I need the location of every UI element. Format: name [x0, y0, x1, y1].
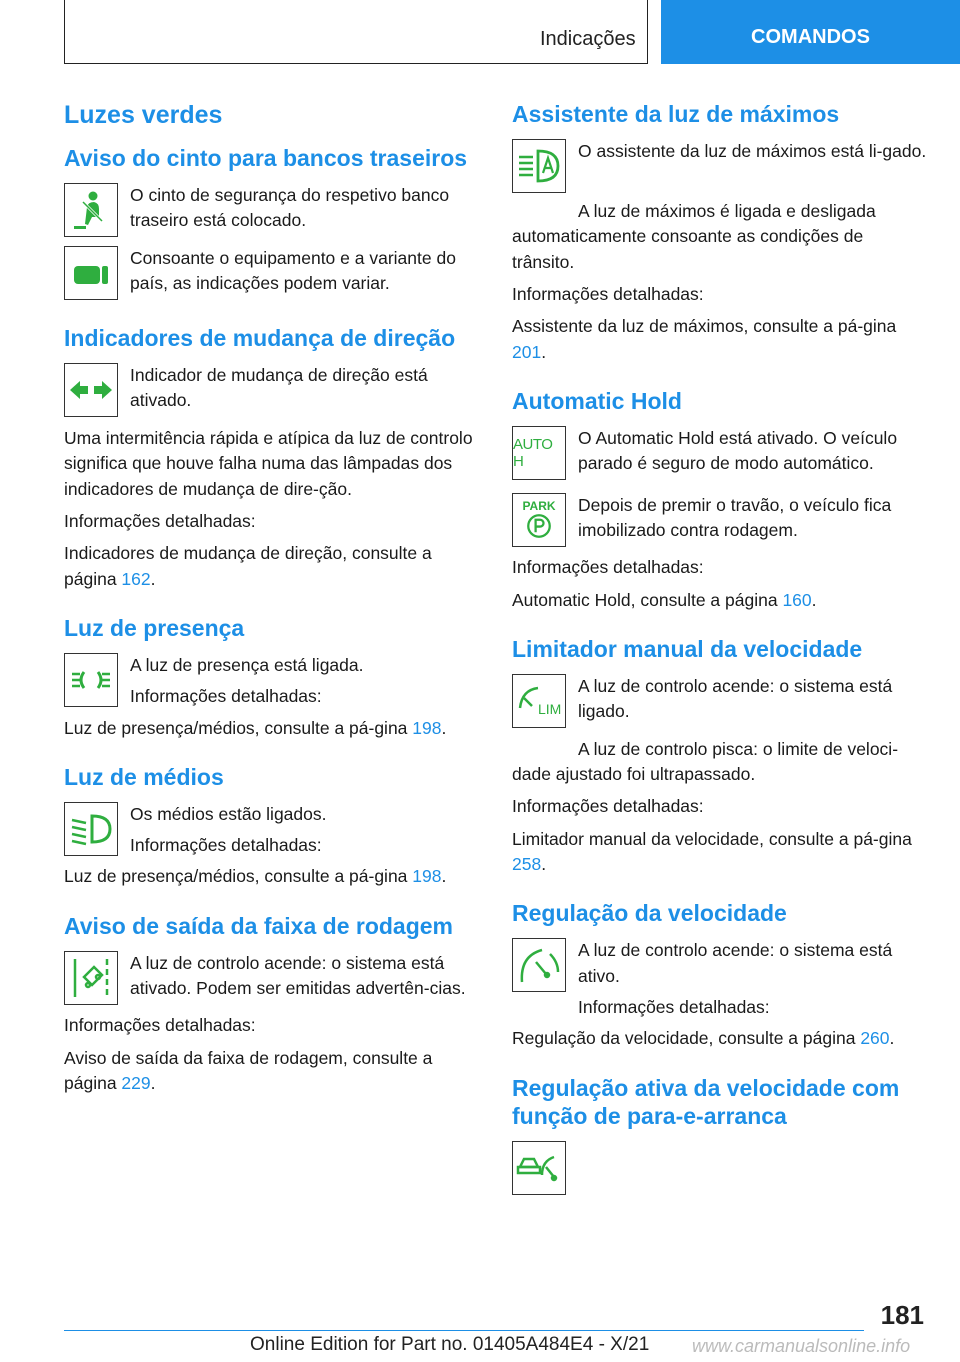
park-icon: [512, 493, 566, 547]
auto-hold-ref: Automatic Hold, consulte a página 160.: [512, 589, 817, 610]
auto-hold-row: [512, 426, 928, 483]
seatbelt-text-1: O cinto de segurança do respetivo banco traseiro está colocado.: [130, 184, 450, 231]
heading-active-cruise: Regulação ativa da velocidade com função de para-e-arranca: [512, 1074, 900, 1130]
cruise-control-ref-text: Regulação da velocidade, consulte a página: [512, 1028, 861, 1049]
auto-hold-ref-text: Automatic Hold, consulte a página: [512, 589, 783, 610]
lane-departure-text: A luz de controlo acende: o sistema está ativado. Podem ser emitidas advertên-cias.: [130, 952, 466, 998]
high-beam-ref: Assistente da luz de máximos, consulte a pá-gina 201.: [512, 316, 897, 362]
left-column: [64, 100, 480, 1103]
auto-hold-info: Informações detalhadas:: [512, 557, 704, 578]
turn-signal-row: [64, 363, 480, 420]
speed-limiter-icon: [512, 674, 566, 728]
seatbelt-row-1: [64, 183, 480, 240]
high-beam-row: [512, 139, 928, 193]
turn-signal-icon: [64, 363, 118, 417]
page-number: 181: [880, 1300, 924, 1330]
low-beam-icon: [64, 802, 118, 856]
speed-limiter-text-1: A luz de controlo acende: o sistema está ligado.: [578, 675, 893, 722]
cruise-control-row: [512, 938, 928, 1026]
park-row: [512, 493, 928, 550]
auto-hold-icon: [512, 426, 566, 480]
section-title: Indicações: [540, 28, 636, 50]
auto-hold-text-1: O Automatic Hold está ativado. O veículo parado é seguro de modo automático.: [578, 427, 898, 474]
auto-hold-page-link[interactable]: 160: [782, 589, 812, 610]
heading-speed-limiter: Limitador manual da velocidade: [512, 636, 863, 662]
parking-light-ref: Luz de presença/médios, consulte a pá-gina 198.: [64, 717, 447, 738]
speed-limiter-ref: Limitador manual da velocidade, consulte a pá-gina 258.: [512, 828, 912, 874]
lane-departure-icon: [64, 951, 118, 1005]
high-beam-assistant-icon: [512, 139, 566, 193]
heading-automatic-hold: Automatic Hold: [512, 388, 682, 414]
low-beam-ref-text: Luz de presença/médios, consulte a pá-gina: [64, 866, 413, 887]
parking-light-page-link[interactable]: 198: [412, 717, 442, 738]
cruise-control-text: A luz de controlo acende: o sistema está ativo.: [578, 940, 893, 986]
heading-parking-light: Luz de presença: [64, 615, 245, 641]
park-icon-label: PARK: [522, 499, 556, 513]
high-beam-page-link[interactable]: 201: [512, 341, 542, 362]
high-beam-info: Informações detalhadas:: [512, 283, 704, 304]
low-beam-text: Os médios estão ligados.: [130, 803, 327, 824]
right-column: [512, 100, 928, 1201]
parking-light-ref-text: Luz de presença/médios, consulte a pá-gina: [64, 717, 413, 738]
low-beam-info: Informações detalhadas:: [130, 835, 322, 855]
seatbelt-text-2: Consoante o equipamento e a variante do país, as indicações podem variar.: [130, 247, 456, 293]
lane-departure-ref: Aviso de saída da faixa de rodagem, consulte a página 229.: [64, 1047, 433, 1093]
high-beam-text-1: O assistente da luz de máximos está li-gado.: [578, 140, 927, 161]
seatbelt-row-2: [64, 246, 480, 303]
parking-light-row: [64, 653, 480, 716]
low-beam-page-link[interactable]: 198: [412, 866, 442, 887]
cruise-control-ref: Regulação da velocidade, consulte a página 260.: [512, 1028, 895, 1049]
low-beam-row: [64, 802, 480, 865]
cruise-control-page-link[interactable]: 260: [860, 1028, 890, 1049]
parking-light-icon: [64, 653, 118, 707]
heading-turn-signal: Indicadores de mudança de direção: [64, 325, 456, 352]
footer-edition: Online Edition for Part no. 01405A484E4 - X/21: [250, 1334, 650, 1355]
turn-signal-text-2: Uma intermitência rápida e atípica da luz de controlo significa que houve falha numa das lâmpadas dos indicadores de mudança de dire-ção.: [64, 427, 473, 499]
speed-limiter-row: [512, 674, 928, 731]
turn-signal-info: Informações detalhadas:: [64, 510, 256, 531]
heading-cruise-control: Regulação da velocidade: [512, 900, 787, 927]
lane-departure-ref-text: Aviso de saída da faixa de rodagem, consulte a página: [64, 1047, 433, 1093]
tab-comandos[interactable]: COMANDOS: [661, 0, 960, 64]
low-beam-ref: Luz de presença/médios, consulte a pá-gina 198.: [64, 866, 447, 887]
turn-signal-ref-text: Indicadores de mudança de direção, consulte a página: [64, 543, 432, 589]
auto-hold-icon-label: AUTO H: [513, 435, 553, 470]
lane-departure-page-link[interactable]: 229: [121, 1073, 151, 1093]
parking-light-text: A luz de presença está ligada.: [130, 654, 364, 675]
lane-departure-row: [64, 951, 480, 1008]
speed-limiter-text-2: A luz de controlo pisca: o limite de veloci-dade ajustado foi ultrapassado.: [512, 738, 899, 784]
active-cruise-icon: [512, 1141, 566, 1195]
cruise-control-icon: [512, 938, 566, 992]
turn-signal-ref: Indicadores de mudança de direção, consulte a página 162.: [64, 543, 432, 589]
parking-light-info: Informações detalhadas:: [130, 686, 322, 707]
heading-high-beam-assistant: Assistente da luz de máximos: [512, 101, 840, 127]
high-beam-text-2: A luz de máximos é ligada e desligada automaticamente consoante as condições de trânsito.: [512, 200, 876, 272]
park-text: Depois de premir o travão, o veículo fica imobilizado contra rodagem.: [578, 494, 892, 540]
turn-signal-text-1: Indicador de mudança de direção está ativado.: [130, 365, 428, 411]
watermark: www.carmanualsonline.info: [692, 1336, 911, 1356]
seat-indicator-icon: [64, 246, 118, 300]
speed-limiter-info: Informações detalhadas:: [512, 796, 704, 817]
footer-divider: [64, 1330, 864, 1331]
speed-limiter-icon-label: LIM: [538, 700, 562, 717]
high-beam-ref-text: Assistente da luz de máximos, consulte a pá-gina: [512, 316, 897, 337]
heading-lane-departure: Aviso de saída da faixa de rodagem: [64, 912, 454, 939]
seatbelt-icon: [64, 183, 118, 237]
turn-signal-page-link[interactable]: 162: [121, 568, 151, 589]
speed-limiter-page-link[interactable]: 258: [512, 854, 542, 874]
heading-low-beam: Luz de médios: [64, 763, 224, 790]
lane-departure-info: Informações detalhadas:: [64, 1015, 256, 1036]
cruise-control-info: Informações detalhadas:: [578, 996, 770, 1017]
page-heading: Luzes verdes: [64, 101, 223, 129]
speed-limiter-ref-text: Limitador manual da velocidade, consulte a pá-gina: [512, 828, 912, 849]
heading-seatbelt: Aviso do cinto para bancos traseiros: [64, 145, 468, 171]
active-cruise-row: [512, 1141, 928, 1195]
